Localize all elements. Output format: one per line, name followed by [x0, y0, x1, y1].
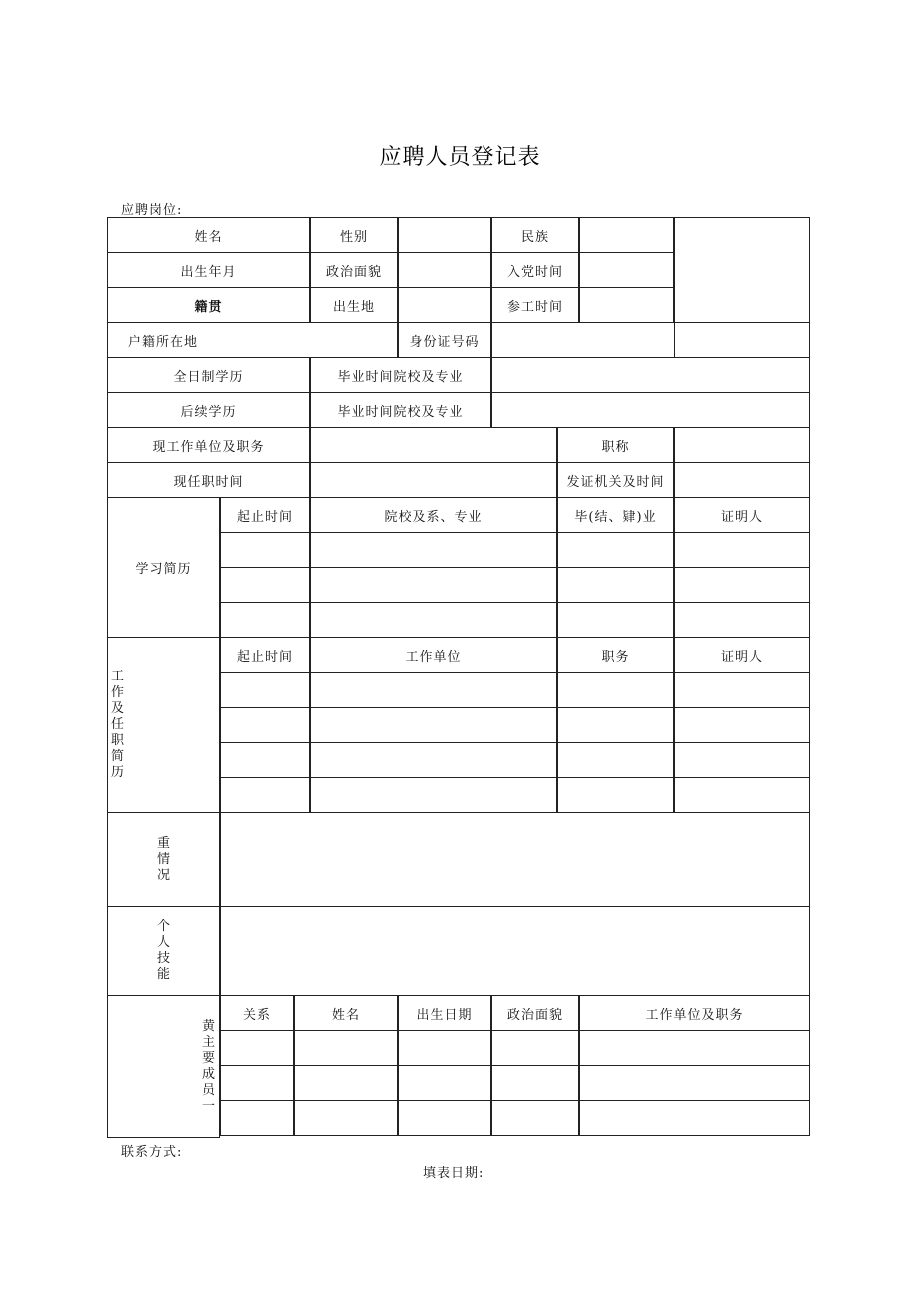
- study-history-cell[interactable]: [674, 567, 810, 603]
- personal-skills-content[interactable]: [220, 906, 810, 996]
- work-history-label-char: 职: [111, 733, 125, 748]
- work-history-label-char: 简: [111, 749, 125, 764]
- family-members-header: 出生日期: [398, 995, 491, 1031]
- study-history-cell[interactable]: [220, 602, 310, 638]
- work-history-label-char: 及: [111, 701, 125, 716]
- party-join-date-value[interactable]: [579, 252, 674, 288]
- work-history-cell[interactable]: [557, 777, 674, 813]
- work-history-cell[interactable]: [674, 707, 810, 743]
- birth-place-value[interactable]: [398, 287, 491, 323]
- work-history-cell[interactable]: [310, 742, 557, 778]
- family-members-cell[interactable]: [294, 1030, 398, 1066]
- work-history-label-char: 任: [111, 717, 125, 732]
- family-members-cell[interactable]: [491, 1030, 579, 1066]
- family-members-cell[interactable]: [220, 1030, 294, 1066]
- family-members-cell[interactable]: [491, 1100, 579, 1136]
- family-members-label: [107, 995, 220, 1138]
- family-members-cell[interactable]: [398, 1030, 491, 1066]
- study-history-cell[interactable]: [220, 532, 310, 568]
- study-history-cell[interactable]: [310, 532, 557, 568]
- family-members-label-char: 员: [201, 1082, 215, 1098]
- study-history-cell[interactable]: [310, 567, 557, 603]
- work-history-header: 起止时间: [220, 637, 310, 673]
- issuing-authority-label: 发证机关及时间: [557, 462, 674, 498]
- ethnicity-label: 民族: [491, 217, 579, 253]
- family-members-cell[interactable]: [220, 1100, 294, 1136]
- work-history-cell[interactable]: [674, 777, 810, 813]
- birth-date-label: 出生年月: [107, 252, 310, 288]
- personal-skills-label-char: 技: [156, 951, 170, 966]
- major-situation-label-char: 重: [156, 835, 170, 851]
- page-title: 应聘人员登记表: [379, 145, 541, 170]
- work-history-label-char: 作: [111, 685, 125, 700]
- fulltime-education-label: 全日制学历: [107, 357, 310, 393]
- personal-skills-label-char: 个: [156, 919, 170, 934]
- family-members-header: 关系: [220, 995, 294, 1031]
- family-members-cell[interactable]: [398, 1065, 491, 1101]
- work-history-label-char: 工: [111, 669, 125, 684]
- title-rank-label: 职称: [557, 427, 674, 463]
- major-situation-label: [107, 812, 220, 907]
- study-history-header: 院校及系、专业: [310, 497, 557, 533]
- study-history-cell[interactable]: [220, 567, 310, 603]
- family-members-header: 工作单位及职务: [579, 995, 810, 1031]
- position-applied-label: 应聘岗位:: [121, 203, 183, 218]
- political-status-label: 政治面貌: [310, 252, 398, 288]
- family-members-cell[interactable]: [579, 1100, 810, 1136]
- work-history-cell[interactable]: [220, 777, 310, 813]
- party-join-date-label: 入党时间: [491, 252, 579, 288]
- work-start-date-label: 参工时间: [491, 287, 579, 323]
- current-post-date-value[interactable]: [310, 462, 557, 498]
- family-members-cell[interactable]: [491, 1065, 579, 1101]
- personal-skills-label-char: 人: [156, 935, 170, 950]
- fill-date-label: 填表日期:: [423, 1166, 485, 1181]
- id-number-label: 身份证号码: [398, 322, 491, 358]
- family-members-cell[interactable]: [579, 1030, 810, 1066]
- current-employer-label: 现工作单位及职务: [107, 427, 310, 463]
- birth-place-label: 出生地: [310, 287, 398, 323]
- study-history-header: 证明人: [674, 497, 810, 533]
- family-members-header: 政治面貌: [491, 995, 579, 1031]
- family-members-cell[interactable]: [398, 1100, 491, 1136]
- ethnicity-value[interactable]: [579, 217, 674, 253]
- family-members-cell[interactable]: [294, 1100, 398, 1136]
- family-members-cell[interactable]: [220, 1065, 294, 1101]
- contact-label: 联系方式:: [121, 1145, 183, 1160]
- grad-school-major-label-2: 毕业时间院校及专业: [310, 392, 491, 428]
- study-history-cell[interactable]: [557, 567, 674, 603]
- work-history-cell[interactable]: [310, 672, 557, 708]
- study-history-label: 学习简历: [107, 497, 220, 638]
- work-history-cell[interactable]: [557, 707, 674, 743]
- current-post-date-label: 现任职时间: [107, 462, 310, 498]
- work-history-cell[interactable]: [557, 742, 674, 778]
- work-history-header: 工作单位: [310, 637, 557, 673]
- work-history-label: [107, 637, 220, 813]
- name-label: 姓名: [107, 217, 310, 253]
- work-history-cell[interactable]: [220, 707, 310, 743]
- personal-skills-label-char: 能: [156, 967, 170, 982]
- study-history-cell[interactable]: [310, 602, 557, 638]
- work-start-date-value[interactable]: [579, 287, 674, 323]
- title-rank-value[interactable]: [674, 427, 810, 463]
- work-history-cell[interactable]: [310, 707, 557, 743]
- major-situation-content[interactable]: [220, 812, 810, 907]
- study-history-cell[interactable]: [674, 532, 810, 568]
- gender-label: 性别: [310, 217, 398, 253]
- current-employer-value[interactable]: [310, 427, 557, 463]
- work-history-cell[interactable]: [674, 672, 810, 708]
- study-history-cell[interactable]: [557, 532, 674, 568]
- work-history-cell[interactable]: [220, 742, 310, 778]
- household-location-label: 户籍所在地: [107, 322, 398, 358]
- study-history-header: 起止时间: [220, 497, 310, 533]
- study-history-cell[interactable]: [674, 602, 810, 638]
- major-situation-label-char: 情: [156, 851, 170, 867]
- family-members-label-char: 主: [201, 1034, 215, 1050]
- work-history-header: 职务: [557, 637, 674, 673]
- family-members-label-char: 一: [201, 1098, 215, 1114]
- family-members-header: 姓名: [294, 995, 398, 1031]
- family-members-cell[interactable]: [294, 1065, 398, 1101]
- major-situation-label-char: 况: [156, 867, 170, 883]
- issuing-authority-value[interactable]: [674, 462, 810, 498]
- family-members-cell[interactable]: [579, 1065, 810, 1101]
- family-members-label-char: 要: [201, 1050, 215, 1066]
- work-history-cell[interactable]: [220, 672, 310, 708]
- id-number-value[interactable]: [491, 322, 810, 358]
- work-history-label-char: 历: [111, 765, 125, 780]
- family-members-label-char: 黄: [201, 1018, 215, 1034]
- work-history-cell[interactable]: [674, 742, 810, 778]
- political-status-value[interactable]: [398, 252, 491, 288]
- grad-school-major-value-1[interactable]: [491, 357, 810, 393]
- personal-skills-label: [107, 906, 220, 996]
- native-place-label: 籍贯: [107, 287, 310, 323]
- work-history-cell[interactable]: [310, 777, 557, 813]
- study-history-cell[interactable]: [557, 602, 674, 638]
- grad-school-major-value-2[interactable]: [491, 392, 810, 428]
- gender-value[interactable]: [398, 217, 491, 253]
- family-members-label-char: 成: [201, 1066, 215, 1082]
- grad-school-major-label-1: 毕业时间院校及专业: [310, 357, 491, 393]
- continuing-education-label: 后续学历: [107, 392, 310, 428]
- study-history-header: 毕(结、肄)业: [557, 497, 674, 533]
- work-history-cell[interactable]: [557, 672, 674, 708]
- work-history-header: 证明人: [674, 637, 810, 673]
